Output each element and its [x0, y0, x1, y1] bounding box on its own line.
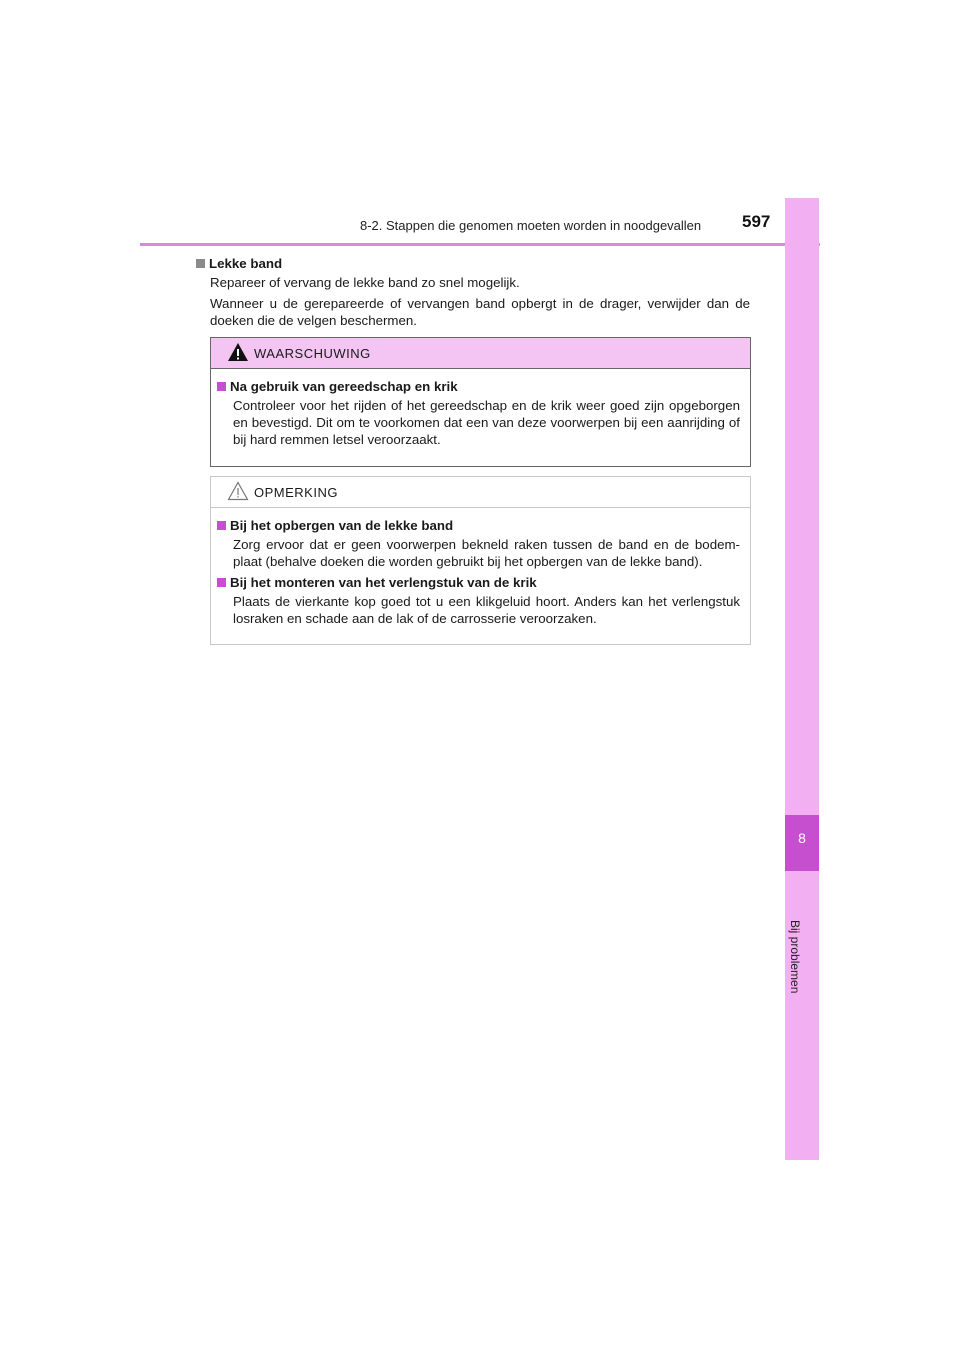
chapter-label: Bij problemen	[788, 920, 802, 994]
note-heading: Bij het opbergen van de lekke band	[230, 518, 454, 533]
warning-heading-row	[217, 378, 740, 395]
intro-paragraph: Wanneer u de gerepareerde of vervangen band opbergt in de drager, verwijder dan de doeken die de velgen beschermen.	[210, 296, 750, 328]
warning-box-title: WAARSCHUWING	[254, 346, 371, 361]
warning-box-body	[211, 369, 750, 448]
warning-heading: Na gebruik van gereedschap en krik	[230, 379, 458, 394]
header-divider	[140, 243, 820, 246]
note-heading: Bij het monteren van het verlengstuk van de krik	[230, 575, 537, 590]
note-heading-row	[217, 574, 740, 591]
note-box-header	[211, 477, 750, 508]
square-bullet-icon	[217, 382, 226, 391]
square-bullet-icon	[217, 578, 226, 587]
warning-box-header	[211, 338, 750, 369]
chapter-side-tab	[785, 198, 819, 1160]
square-bullet-icon	[217, 521, 226, 530]
chapter-number: 8	[798, 830, 806, 846]
section-title: 8-2. Stappen die genomen moeten worden in noodgevallen	[360, 218, 702, 233]
intro-section	[210, 255, 750, 333]
caution-outline-icon	[227, 481, 249, 504]
intro-paragraph: Repareer of vervang de lekke band zo snel mogelijk.	[210, 275, 520, 290]
note-box-body	[211, 508, 750, 627]
warning-text: Controleer voor het rijden of het gereedschap en de krik weer goed zijn opgeborgen en bevestigd. Dit om te voorkomen dat een van deze voorwerpen bij een aanrijding of bij hard remmen letsel veroorzaakt.	[233, 398, 740, 447]
page-number: 597	[742, 212, 771, 231]
note-heading-row	[217, 517, 740, 534]
note-text: Plaats de vierkante kop goed tot u een klikgeluid hoort. Anders kan het verlengstuk losraken en schade aan de lak of de carrosserie veroorzaken.	[233, 594, 740, 626]
intro-heading: Lekke band	[209, 256, 283, 271]
note-box-title: OPMERKING	[254, 485, 338, 500]
square-bullet-icon	[196, 259, 205, 268]
warning-box	[210, 337, 751, 467]
warning-triangle-icon	[227, 342, 249, 365]
note-box	[210, 476, 751, 645]
intro-heading-row	[196, 255, 750, 272]
note-text: Zorg ervoor dat er geen voorwerpen bekneld raken tussen de band en de bodem-plaat (behalve doeken die worden gebruikt bij het opbergen van de lekke band).	[233, 537, 740, 569]
